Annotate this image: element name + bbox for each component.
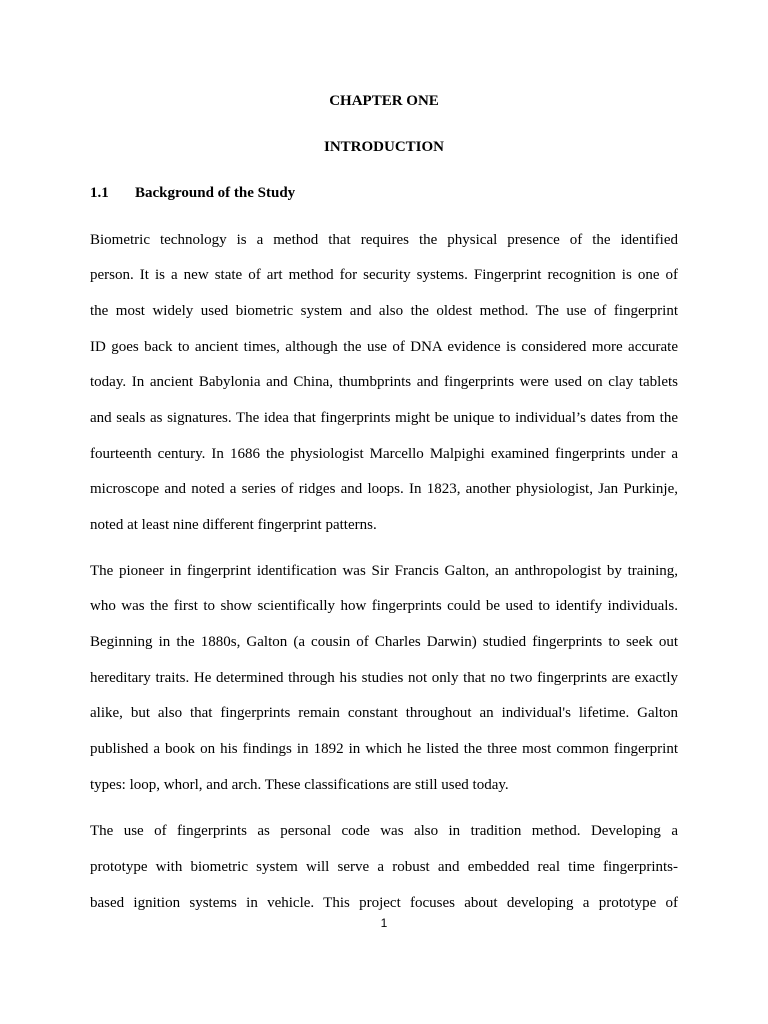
text-line: published a book on his findings in 1892 in which he listed the three most common fingerprint [90,741,678,757]
text-line: microscope and noted a series of ridges and loops. In 1823, another physiologist, Jan Purkinje, [90,481,678,497]
section-title: INTRODUCTION [323,139,444,155]
text-line: hereditary traits. He determined through his studies not only that no two fingerprints are exactly [90,670,678,686]
text-line: Beginning in the 1880s, Galton (a cousin of Charles Darwin) studied fingerprints to seek out [90,634,678,650]
text-line: ID goes back to ancient times, although the use of DNA evidence is considered more accurate [90,339,678,355]
text-line: today. In ancient Babylonia and China, thumbprints and fingerprints were used on clay tablets [90,374,678,390]
text-line: fourteenth century. In 1686 the physiologist Marcello Malpighi examined fingerprints under a [90,446,678,462]
text-line: Biometric technology is a method that requires the physical presence of the identified [90,232,678,248]
text-line: person. It is a new state of art method for security systems. Fingerprint recognition is one of [90,267,678,283]
subsection-heading [90,185,295,202]
subsection-title: Background of the Study [135,185,296,201]
text-line: and seals as signatures. The idea that fingerprints might be unique to individual’s dates from the [90,410,678,426]
chapter-title: CHAPTER ONE [329,93,439,109]
text-line: The use of fingerprints as personal code was also in tradition method. Developing a [90,823,678,839]
text-line: based ignition systems in vehicle. This project focuses about developing a prototype of [90,895,678,911]
text-line: who was the first to show scientifically how fingerprints could be used to identify individuals. [90,598,678,614]
text-line: alike, but also that fingerprints remain constant throughout an individual's lifetime. Galton [90,705,678,721]
text-line: the most widely used biometric system and also the oldest method. The use of fingerprint [90,303,678,319]
text-line: prototype with biometric system will serve a robust and embedded real time fingerprints- [90,859,678,875]
subsection-number: 1.1 [90,185,109,201]
text-line: noted at least nine different fingerprint patterns. [90,517,377,533]
text-line: types: loop, whorl, and arch. These classifications are still used today. [90,777,509,793]
page-number: 1 [380,916,388,930]
text-line: The pioneer in fingerprint identification was Sir Francis Galton, an anthropologist by training, [90,563,678,579]
